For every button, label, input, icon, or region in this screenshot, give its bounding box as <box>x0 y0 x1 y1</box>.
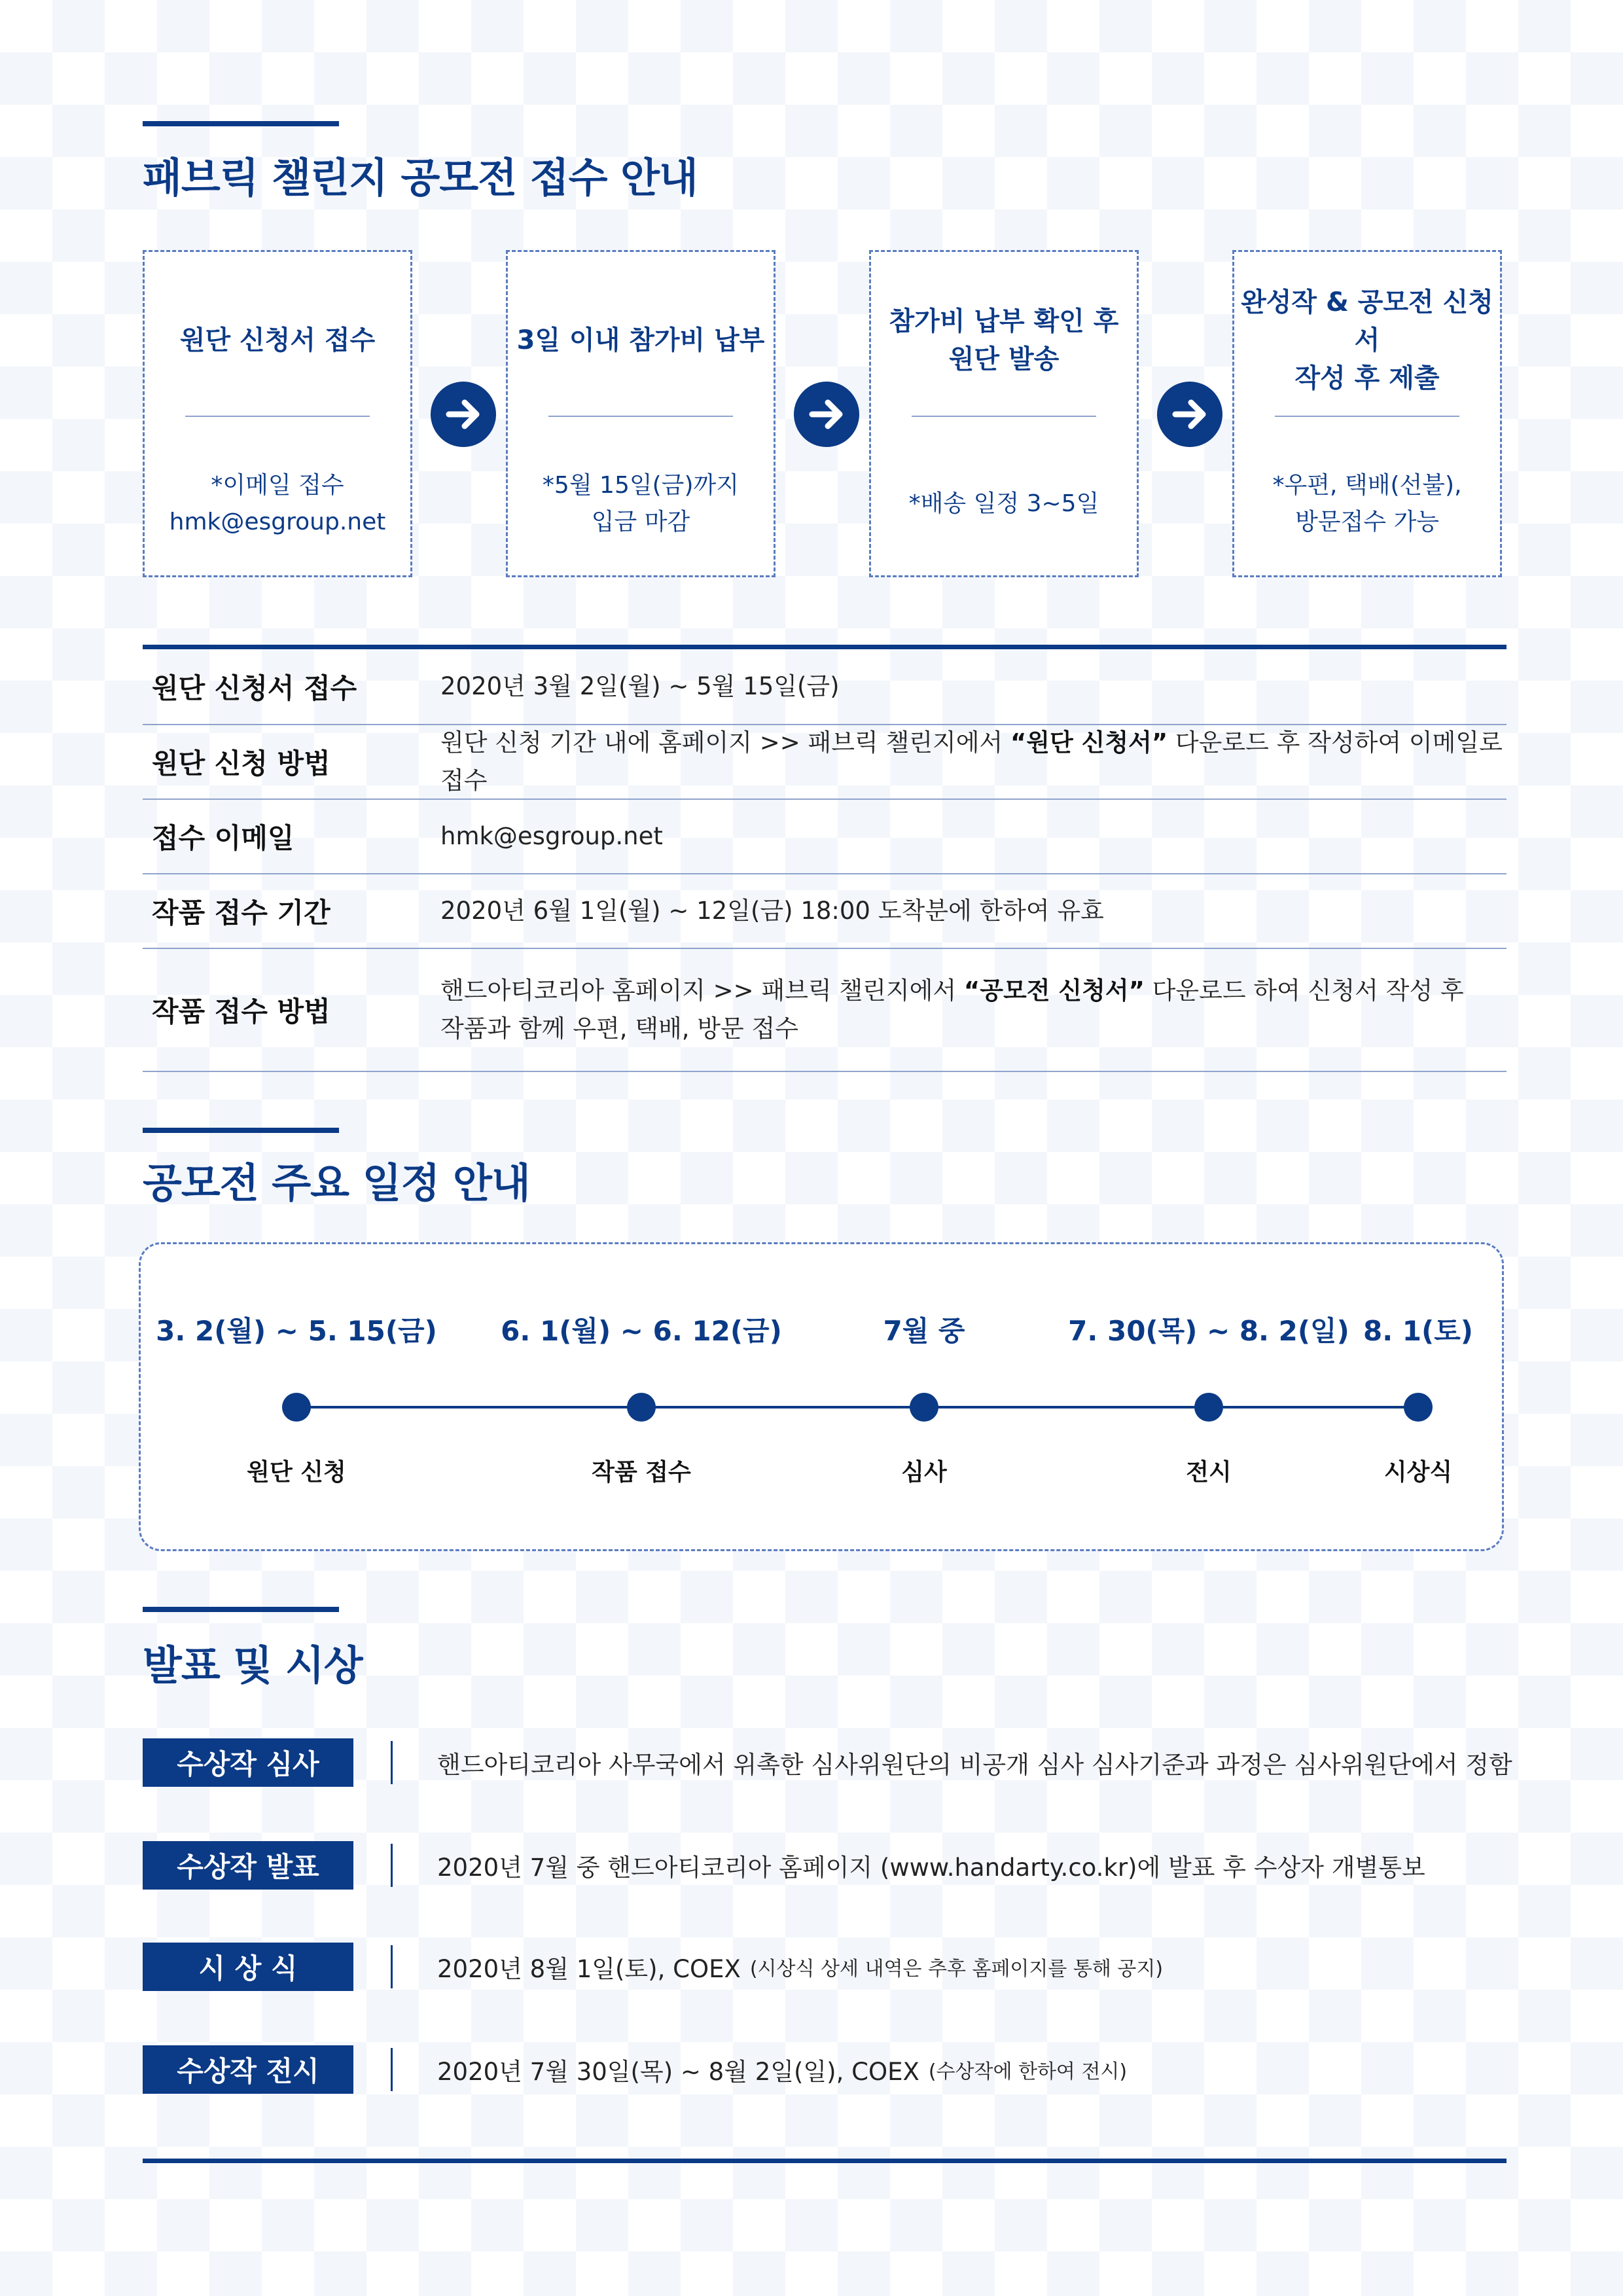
info-value: 2020년 3월 2일(월) ~ 5월 15일(금) <box>440 672 840 700</box>
award-text: 2020년 7월 중 핸드아티코리아 홈페이지 (www.handarty.co.kr)에 발표 후 수상자 개별통보 <box>437 1854 1425 1882</box>
timeline-date: 7월 중 <box>883 1315 965 1347</box>
step-box-2 <box>506 250 776 577</box>
timeline-date: 7. 30(목) ~ 8. 2(일) <box>1068 1315 1349 1347</box>
timeline-label: 작품 접수 <box>592 1459 691 1486</box>
timeline-dot <box>282 1393 311 1422</box>
info-row-period <box>143 874 1507 949</box>
info-value: 원단 신청 기간 내에 홈페이지 >> 패브릭 챌린지에서 “원단 신청서” 다운로드 후 작성하여 이메일로 접수 <box>440 728 1503 795</box>
schedule-timeline <box>139 1242 1504 1551</box>
award-separator <box>391 2048 393 2091</box>
timeline-dot <box>1404 1393 1433 1422</box>
timeline-date: 8. 1(토) <box>1363 1315 1473 1347</box>
timeline-date: 3. 2(월) ~ 5. 15(금) <box>156 1315 437 1347</box>
info-label: 접수 이메일 <box>152 822 294 854</box>
step-divider <box>1275 416 1459 417</box>
info-row-method <box>143 725 1507 800</box>
timeline-dot <box>627 1393 656 1422</box>
step-box-4 <box>1232 250 1502 577</box>
timeline-label: 시상식 <box>1383 1459 1453 1486</box>
info-row-application <box>143 649 1507 725</box>
award-badge-exhibition: 수상작 전시 <box>143 2045 353 2094</box>
timeline-date: 6. 1(월) ~ 6. 12(금) <box>501 1315 782 1347</box>
step-box-3 <box>869 250 1139 577</box>
arrow-right-icon <box>1157 382 1222 447</box>
award-text: 2020년 8월 1일(토), COEX (시상식 상세 내역은 추후 홈페이지를 통해 공지) <box>437 1943 1163 1991</box>
award-badge-judging: 수상작 심사 <box>143 1738 353 1787</box>
award-separator <box>391 1844 393 1887</box>
info-label: 작품 접수 기간 <box>152 897 330 929</box>
timeline-dot <box>910 1393 938 1422</box>
section-title-schedule: 공모전 주요 일정 안내 <box>143 1159 530 1207</box>
award-badge-announcement: 수상작 발표 <box>143 1841 353 1890</box>
award-text: 핸드아티코리아 사무국에서 위촉한 심사위원단의 비공개 심사 심사기준과 과정은 심사위원단에서 정함 <box>437 1751 1512 1779</box>
timeline-label: 심사 <box>901 1459 947 1486</box>
info-table-top-rule <box>143 645 1507 649</box>
info-label: 원단 신청서 접수 <box>152 672 357 704</box>
info-value-emphasis: “원단 신청서” <box>1010 728 1168 757</box>
section-accent-bar <box>143 1128 339 1133</box>
step-title: 완성작 & 공모전 신청서 작성 후 제출 <box>1241 287 1493 393</box>
step-divider <box>912 416 1096 417</box>
step-divider <box>548 416 733 417</box>
section-accent-bar <box>143 121 339 126</box>
arrow-right-icon <box>794 382 859 447</box>
info-value[interactable]: hmk@esgroup.net <box>440 822 663 850</box>
step-note: *5월 15일(금)까지 입금 마감 <box>542 472 740 535</box>
section-title-application: 패브릭 챌린지 공모전 접수 안내 <box>143 154 698 202</box>
step-title: 참가비 납부 확인 후 원단 발송 <box>889 306 1119 374</box>
info-row-email <box>143 800 1507 874</box>
section-accent-bar <box>143 1607 339 1612</box>
step-title: 3일 이내 참가비 납부 <box>516 325 765 355</box>
info-value: 2020년 6월 1일(월) ~ 12일(금) 18:00 도착분에 한하여 유효 <box>440 897 1104 925</box>
award-badge-ceremony: 시 상 식 <box>143 1943 353 1991</box>
timeline-dot <box>1194 1393 1223 1422</box>
timeline-line <box>296 1406 1422 1408</box>
step-note: *우편, 택배(선불), 방문접수 가능 <box>1272 472 1462 535</box>
info-row-submission <box>143 949 1507 1072</box>
award-separator <box>391 1741 393 1784</box>
timeline-label: 원단 신청 <box>247 1459 346 1486</box>
step-title: 원단 신청서 접수 <box>179 325 376 355</box>
info-value: 핸드아티코리아 홈페이지 >> 패브릭 챌린지에서 “공모전 신청서” 다운로드 하여 신청서 작성 후 작품과 함께 우편, 택배, 방문 접수 <box>440 977 1464 1043</box>
step-note: *이메일 접수 hmk@esgroup.net <box>169 472 386 535</box>
info-value-emphasis: “공모전 신청서” <box>963 977 1145 1005</box>
step-box-1 <box>143 250 412 577</box>
award-note: (수상작에 한하여 전시) <box>928 2060 1128 2083</box>
step-divider <box>185 416 370 417</box>
award-text: 2020년 7월 30일(목) ~ 8월 2일(일), COEX (수상작에 한하여 전시) <box>437 2045 1127 2094</box>
info-label: 작품 접수 방법 <box>152 996 330 1028</box>
timeline-label: 전시 <box>1186 1459 1232 1486</box>
bottom-rule <box>143 2159 1507 2163</box>
section-title-awards: 발표 및 시상 <box>143 1641 363 1689</box>
step-note: *배송 일정 3~5일 <box>908 490 1099 517</box>
award-note: (시상식 상세 내역은 추후 홈페이지를 통해 공지) <box>749 1958 1164 1981</box>
arrow-right-icon <box>431 382 496 447</box>
info-label: 원단 신청 방법 <box>152 747 330 780</box>
award-separator <box>391 1945 393 1988</box>
